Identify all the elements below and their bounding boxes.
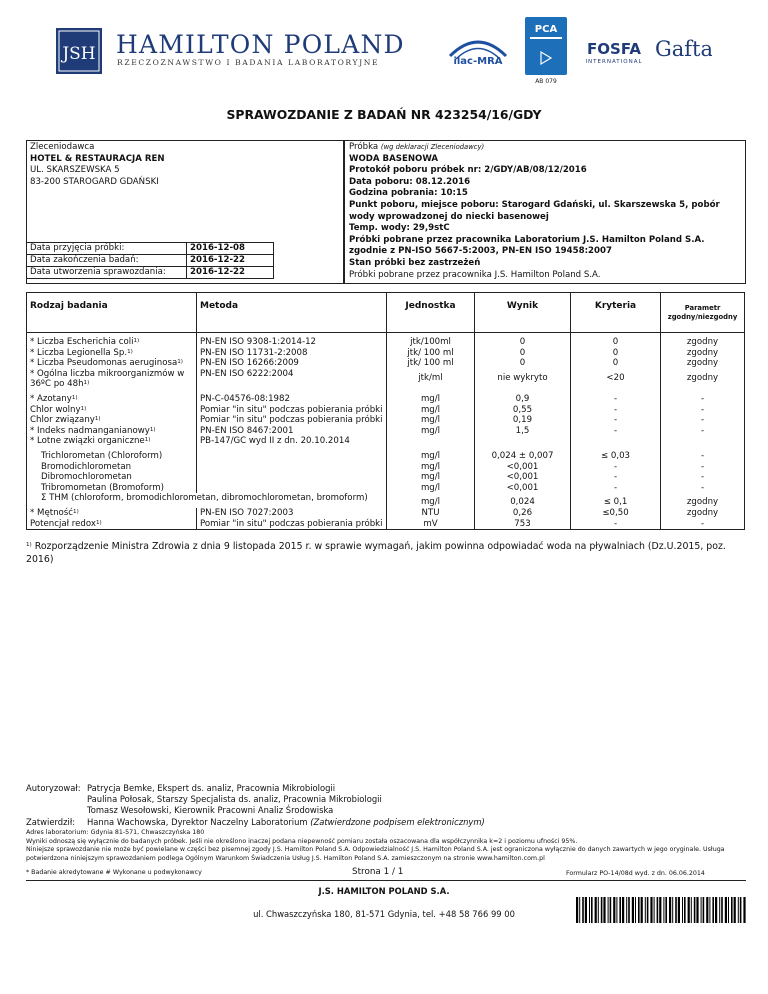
barcode-bar [657,897,659,923]
date-received-label: Data przyjęcia próbki: [27,243,187,255]
table-row [27,472,745,483]
test-name [27,483,197,494]
table-row [27,519,745,530]
test-name [27,426,197,437]
test-name-text: * Liczba Pseudomonas aeruginosa [30,358,178,369]
approved-label: Zatwierdził: [26,816,76,827]
header-param: Parametr zgodny/niezgodny [661,293,745,333]
cell-criteria: 0 [571,348,661,359]
cell-method: PB-147/GC wyd II z dn. 20.10.2014 [197,436,387,447]
cell-method [197,483,387,494]
cell-unit: NTU [387,508,475,519]
cell-method: Pomiar "in situ" podczas pobierania próbki [197,519,387,530]
cell-result: 1,5 [475,426,571,437]
header-unit: Jednostka [387,293,475,333]
barcode-bar [684,897,686,923]
test-name-text: Dibromochlorometan [41,472,132,483]
cell-param: zgodny [661,348,745,359]
sample-line: Punkt poboru, miejsce poboru: Starogard Gdański, ul. Skarszewska 5, pobór wody wprowadzonej do niecki basenowej [349,199,720,222]
cell-unit: mg/l [387,472,475,483]
test-name [27,508,197,519]
sample-line: Stan próbki bez zastrzeżeń [349,257,481,268]
cell-param [661,436,745,447]
test-name [27,493,387,508]
cell-criteria: 0 [571,337,661,348]
barcode-bar [591,897,593,923]
barcode-bar [613,897,615,923]
cell-criteria: - [571,472,661,483]
cell-unit: mg/l [387,426,475,437]
form-id: Formularz PO-14/08d wyd. z dn. 06.06.2014 [566,870,705,877]
test-name [27,358,197,369]
cell-unit: jtk/ 100 ml [387,348,475,359]
legal-notes [26,829,746,863]
barcode-bar [650,897,652,923]
table-row [27,415,745,426]
test-name-text: Trichlorometan (Chloroform) [41,450,163,461]
footnote-ref: 1) [95,519,102,526]
test-name-text: * Indeks nadmanganianowy [30,425,150,436]
barcode-bar [601,897,603,923]
barcode-bar [743,897,745,923]
cell-method: PN-EN ISO 7027:2003 [197,508,387,519]
cell-result: 0 [475,337,571,348]
dates-table [26,242,274,279]
barcode-bar [659,897,661,923]
barcode-bar [682,897,683,923]
cell-result: 0,19 [475,415,571,426]
barcode-bar [610,897,612,923]
barcode-bar [731,897,733,923]
ilac-label: ilac-MRA [453,56,503,67]
test-name-text: * Liczba Escherichia coli [30,337,134,347]
barcode-bar [603,897,605,923]
cell-method: PN-EN ISO 11731-2:2008 [197,348,387,359]
cell-result: 0,9 [475,394,571,405]
cell-result: 0 [475,348,571,359]
sample-line: Data poboru: 08.12.2016 [349,176,471,187]
authorized-person: Patrycja Bemke, Ekspert ds. analiz, Pracownia Mikrobiologii [87,783,336,793]
barcode-bar [715,897,717,923]
cell-result: nie wykryto [475,369,571,390]
test-name-text: * Liczba Legionella Sp. [30,347,128,358]
cell-unit: mg/l [387,462,475,473]
cell-method: PN-C-04576-08:1982 [197,394,387,405]
test-name [27,348,197,359]
authorized-person: Paulina Połosak, Starszy Specjalista ds. analiz, Pracownia Mikrobiologii [87,794,382,805]
cell-method: PN-EN ISO 9308-1:2014-12 [197,337,387,348]
barcode-bar [608,897,609,923]
barcode-bar [595,897,597,923]
barcode-bar [719,897,720,923]
barcode-bar [616,897,617,923]
cell-unit: mg/l [387,493,475,508]
test-name-text: Chlor związany [30,415,95,426]
date-received-value: 2016-12-08 [187,243,274,255]
cell-param: zgodny [661,493,745,508]
barcode-bar [585,897,587,923]
date-created-value: 2016-12-22 [187,267,274,279]
cell-criteria: - [571,483,661,494]
client-city: 83-200 STAROGARD GDAŃSKI [30,176,159,187]
cell-method: PN-EN ISO 8467:2001 [197,426,387,437]
barcode-bar [638,897,640,923]
sample-line: WODA BASENOWA [349,153,439,164]
table-row [27,493,745,508]
cell-criteria: - [571,394,661,405]
footnote-ref: 1) [149,426,156,433]
cell-method [197,462,387,473]
test-name-text: * Mętność [30,507,74,518]
header-type: Rodzaj badania [27,293,197,333]
test-name [27,415,197,426]
footnote-ref: 1) [71,394,78,401]
barcode-bar [721,897,723,923]
cell-criteria: - [571,426,661,437]
cell-result: 0,024 [475,493,571,508]
table-row [27,394,745,405]
footnote-text: Rozporządzenie Ministra Zdrowia z dnia 9 listopada 2015 r. w sprawie wymagań, jakim powinna odpowiadać woda na pływalniach (Dz.U.2015, poz. 2016) [26,541,726,565]
barcode-bar [740,897,742,923]
barcode-bar [665,897,667,923]
date-created-label: Data utworzenia sprawozdania: [27,267,187,279]
test-name-text: * Ogólna liczba mikroorganizmów w 36ºC po 48h [30,368,185,390]
cell-param: zgodny [661,337,745,348]
test-name-text: Bromodichlorometan [41,461,132,472]
barcode-bar [669,897,671,923]
table-row [27,348,745,359]
cell-method [197,451,387,462]
footnote-ref: 1) [127,348,133,355]
cell-result: <0,001 [475,483,571,494]
table-row [27,451,745,462]
logo-monogram: JSH [62,44,96,64]
cell-unit: jtk/100ml [387,337,475,348]
cell-criteria: 0 [571,358,661,369]
cell-unit: jtk/ml [387,369,475,390]
barcode-bar [701,897,702,923]
cell-unit: mg/l [387,394,475,405]
barcode-bar [691,897,692,923]
cell-method: PN-EN ISO 16266:2009 [197,358,387,369]
report-title: SPRAWOZDANIE Z BADAŃ NR 423254/16/GDY [226,107,542,122]
barcode-bar [622,897,624,923]
cell-unit: mg/l [387,483,475,494]
test-name [27,451,197,462]
test-name-text: * Azotany [30,393,72,404]
cell-method: PN-EN ISO 6222:2004 [197,369,387,390]
test-name [27,337,197,348]
cell-unit: mg/l [387,405,475,416]
test-name [27,405,197,416]
cell-result: 0,024 ± 0,007 [475,451,571,462]
cell-result: 0 [475,358,571,369]
test-name-text: * Lotne związki organiczne [30,436,145,447]
barcode-bar [678,897,680,923]
cell-method: Pomiar "in situ" podczas pobierania próbki [197,415,387,426]
barcode-bar [641,897,643,923]
sample-line: Protokół poboru próbek nr: 2/GDY/AB/08/12/2016 [349,165,587,176]
cell-criteria: ≤0,50 [571,508,661,519]
cell-criteria: - [571,415,661,426]
cell-result: <0,001 [475,472,571,483]
cell-result: <0,001 [475,462,571,473]
sample-note: Próbki pobrane przez pracownika J.S. Hamilton Poland S.A. [349,269,601,280]
cell-method: Pomiar "in situ" podczas pobierania próbki [197,405,387,416]
barcode-bar [728,897,729,923]
cell-unit: mV [387,519,475,530]
legal-line-2: Niniejsze sprawozdanie nie może być powielane w części bez pisemnej zgody J.S. Hamilton Poland S.A. Odpowiedzialność J.S. Hamilton Poland S.A. jest ograniczona wyłącznie do danych zawartych w jego oryginale. Usługa potwierdzona niniejszym sprawozdaniem podlega Ogólnym Warunkom Świadczenia Usług J.S. Hamilton Poland S.A. zamieszczonym na stronie www.hamilton.com.pl [26,846,725,862]
fosfa-logo [574,36,654,66]
sample-label: Próbka [349,142,379,152]
header-result: Wynik [475,293,571,333]
table-row [27,405,745,416]
table-row [27,508,745,519]
footnote-ref: 1) [144,437,151,444]
approved-person: Hanna Wachowska, Dyrektor Naczelny Laboratorium [87,816,308,827]
lab-address: Adres laboratorium: Gdynia 81-571, Chwaszczyńska 180 [26,829,205,836]
cell-param: zgodny [661,358,745,369]
cell-param: - [661,415,745,426]
sample-label-note: (wg deklaracji Zleceniodawcy) [380,143,485,151]
cell-param: - [661,394,745,405]
footnote-ref: 1) [94,416,101,423]
test-name [27,462,197,473]
barcode-bar [703,897,705,923]
cell-criteria: - [571,519,661,530]
test-name [27,436,197,447]
header-method: Metoda [197,293,387,333]
signatures [26,783,485,828]
client-street: UL. SKARSZEWSKA 5 [30,165,120,176]
barcode-bar [663,897,664,923]
ilac-mra-logo [446,32,510,72]
company-logo [56,28,102,74]
footer-address: ul. Chwaszczyńska 180, 81-571 Gdynia, tel. +48 58 766 99 00 [253,909,515,919]
client-name: HOTEL & RESTAURACJA REN [30,153,165,164]
table-row [27,369,745,390]
barcode-bar [654,897,655,923]
cell-method [197,472,387,483]
cell-result: 0,55 [475,405,571,416]
barcode-bar [694,897,696,923]
test-name [27,472,197,483]
gafta-label: Gafta [656,37,712,61]
barcode-bar [647,897,649,923]
header-criteria: Kryteria [571,293,661,333]
results-table [26,292,744,530]
cell-param: zgodny [661,369,745,390]
accredited-legend: * Badanie akredytowane # Wykonane u podwykonawcy [26,869,202,876]
barcode-bar [696,897,698,923]
fosfa-label: FOSFA [587,40,641,58]
footer-divider [26,880,746,881]
cell-param: - [661,472,745,483]
legal-line-1: Wyniki odnoszą się wyłącznie do badanych próbek. Jeśli nie określono inaczej podana niepewność pomiaru została oszacowana dla współczynnika k=2 i poziomu ufności 95%. [26,837,578,845]
footnote [26,540,746,566]
cell-criteria: <20 [571,369,661,390]
cell-result: 0,26 [475,508,571,519]
cell-param: zgodny [661,508,745,519]
barcode-bar [619,897,621,923]
cell-param: - [661,405,745,416]
page-number: Strona 1 / 1 [352,867,404,877]
cell-result [475,436,571,447]
barcode-bar [706,897,708,923]
cell-param: - [661,483,745,494]
cell-unit: mg/l [387,451,475,462]
authorized-person: Tomasz Wesołowski, Kierownik Pracowni Analiz Środowiska [87,805,334,816]
footnote-ref: 1) [177,359,183,366]
gafta-logo [656,28,712,68]
footnote-mark: 1) [26,542,32,548]
barcode-bar [589,897,590,923]
cell-unit: jtk/ 100 ml [387,358,475,369]
cell-unit [387,436,475,447]
fosfa-sub: INTERNATIONAL [585,59,643,65]
barcode-bar [579,897,580,923]
barcode-bar [675,897,677,923]
date-finished-label: Data zakończenia badań: [27,255,187,267]
pca-logo [524,16,568,78]
table-row [27,462,745,473]
test-name [27,369,197,390]
sample-box [344,140,746,284]
barcode-bar [628,897,630,923]
barcode-bar [738,897,739,923]
test-name-text: Chlor wolny [30,404,81,415]
company-name: HAMILTON POLAND [116,30,405,59]
test-name-text: Tribromometan (Bromoform) [41,482,164,493]
table-row [27,436,745,447]
footnote-ref: 1) [73,508,79,515]
cell-criteria: - [571,462,661,473]
barcode-bar [598,897,599,923]
cell-criteria: - [571,405,661,416]
barcode-bar [632,897,634,923]
cell-criteria: ≤ 0,1 [571,493,661,508]
test-name-text: Σ THM (chloroform, bromodichlorometan, dibromochlorometan, bromoform) [41,493,368,504]
sample-line: Godzina pobrania: 10:15 [349,188,468,199]
barcode-bar [672,897,673,923]
barcode-bar [645,897,646,923]
date-finished-value: 2016-12-22 [187,255,274,267]
footer-company: J.S. HAMILTON POLAND S.A. [318,886,450,896]
barcode-bar [734,897,736,923]
cell-param: - [661,451,745,462]
table-row [27,337,745,348]
pca-label: PCA [534,24,558,35]
test-name [27,519,197,530]
accreditation-code: AB 079 [535,78,557,85]
barcode-bar [626,897,627,923]
cell-unit: mg/l [387,415,475,426]
table-row [27,358,745,369]
barcode-bar [576,897,578,923]
test-name [27,394,197,405]
footnote-ref: 1) [80,405,87,412]
footnote-ref: 1) [83,380,90,387]
cell-param: - [661,426,745,437]
barcode-bar [582,897,584,923]
sample-line: Próbki pobrane przez pracownika Laboratorium J.S. Hamilton Poland S.A. zgodnie z PN-ISO 5667-5:2003, PN-EN ISO 19458:2007 [349,234,705,257]
footnote-ref: 1) [133,338,140,344]
test-name-text: Potencjał redox [30,518,96,529]
barcode-bar [712,897,714,923]
sample-line: Temp. wody: 29,9stC [349,223,450,234]
authorized-label: Autoryzował: [26,783,81,793]
barcode-bar [635,897,636,923]
barcode-bar [688,897,690,923]
cell-criteria [571,436,661,447]
table-row [27,426,745,437]
approved-note: (Zatwierdzone podpisem elektronicznym) [310,816,485,827]
barcode [576,897,746,923]
table-row [27,483,745,494]
cell-criteria: ≤ 0,03 [571,451,661,462]
barcode-bar [725,897,727,923]
cell-param: - [661,462,745,473]
company-tagline: RZECZOZNAWSTWO I BADANIA LABORATORYJNE [117,58,380,67]
cell-param: - [661,519,745,530]
client-label: Zleceniodawca [30,142,95,152]
barcode-bar [709,897,710,923]
cell-result: 753 [475,519,571,530]
